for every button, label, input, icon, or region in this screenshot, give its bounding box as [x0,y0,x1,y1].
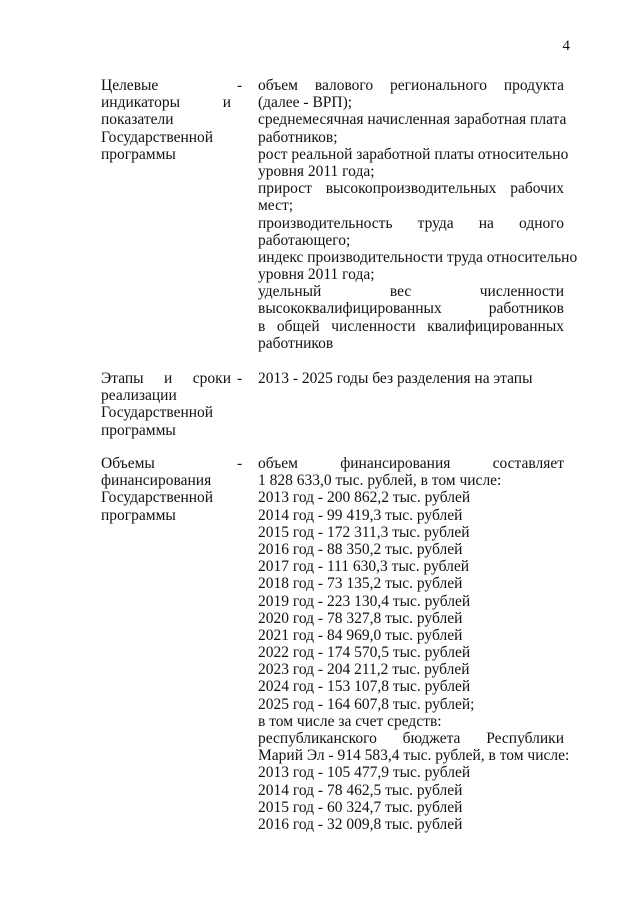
content-line: 2016 год - 32 009,8 тыс. рублей [258,815,463,833]
label-line: Объемы [101,455,155,472]
label-line: индикаторы и [101,94,231,112]
label-line: Государственной [101,404,214,422]
content-line: работающего; [258,231,351,249]
content-line: 2019 год - 223 130,4 тыс. рублей [258,592,471,610]
label-line: Этапы и сроки [101,370,231,387]
content-line: 2013 год - 200 862,2 тыс. рублей [258,489,471,507]
page-number: 4 [562,38,570,54]
content-line: 2014 год - 99 419,3 тыс. рублей [258,506,463,524]
label-line: программы [101,145,176,163]
content-line: (далее - ВРП); [258,94,353,112]
content-line: 2013 год - 105 477,9 тыс. рублей [258,764,471,782]
content-line: 2016 год - 88 350,2 тыс. рублей [258,540,463,558]
section-label [101,455,231,524]
content-line: объем финансирования составляет [258,455,564,472]
content-line: 2024 год - 153 107,8 тыс. рублей [258,678,471,696]
content-line: объем валового регионального продукта [258,77,564,94]
content-line: 2025 год - 164 607,8 тыс. рублей; [258,695,475,713]
content-line: в общей численности квалифицированных [258,317,564,335]
content-line: среднемесячная начисленная заработная плата [258,111,567,129]
content-line: 2020 год - 78 327,8 тыс. рублей [258,609,463,627]
content-line: индекс производительности труда относительно [258,248,578,266]
label-line: программы [101,506,176,524]
content-line: 2013 - 2025 годы без разделения на этапы [258,370,533,387]
content-line: работников [258,334,334,352]
content-line: рост реальной заработной платы относительно [258,145,569,163]
label-line: реализации [101,387,177,405]
content-line: 2023 год - 204 211,2 тыс. рублей [258,661,470,679]
content-line: удельный вес численности [258,283,564,301]
content-line: 2022 год - 174 570,5 тыс. рублей [258,644,471,662]
label-line: показатели [101,111,174,129]
content-line: 2021 год - 84 969,0 тыс. рублей [258,626,463,644]
section-label [101,370,231,439]
content-line: 2015 год - 60 324,7 тыс. рублей [258,798,463,816]
content-line: Марий Эл - 914 583,4 тыс. рублей, в том числе: [258,747,570,765]
content-line: 2014 год - 78 462,5 тыс. рублей [258,781,463,799]
content-line: прирост высокопроизводительных рабочих [258,180,564,198]
section-content [258,77,578,352]
label-line: финансирования [101,472,212,490]
content-line: 2017 год - 111 630,3 тыс. рублей [258,558,469,576]
section-label [101,77,231,163]
content-line: республиканского бюджета Республики [258,730,564,747]
section-content [258,455,570,833]
content-line: 1 828 633,0 тыс. рублей, в том числе: [258,472,502,490]
content-line: производительность труда на одного [258,214,564,232]
label-line: Целевые [101,77,159,94]
label-line: Государственной [101,489,214,507]
content-line: высококвалифицированных работников [258,300,564,318]
dash-separator: - [237,77,243,94]
content-line: уровня 2011 года; [258,162,375,180]
content-line: 2018 год - 73 135,2 тыс. рублей [258,575,463,593]
content-line: работников; [258,128,338,146]
content-line: мест; [258,197,294,215]
label-line: Государственной [101,128,214,146]
dash-separator: - [237,370,243,387]
content-line: 2015 год - 172 311,3 тыс. рублей [258,523,470,541]
label-line: программы [101,421,176,439]
dash-separator: - [237,455,243,472]
content-line: в том числе за счет средств: [258,712,442,730]
content-line: уровня 2011 года; [258,266,375,284]
section-content [258,370,564,387]
